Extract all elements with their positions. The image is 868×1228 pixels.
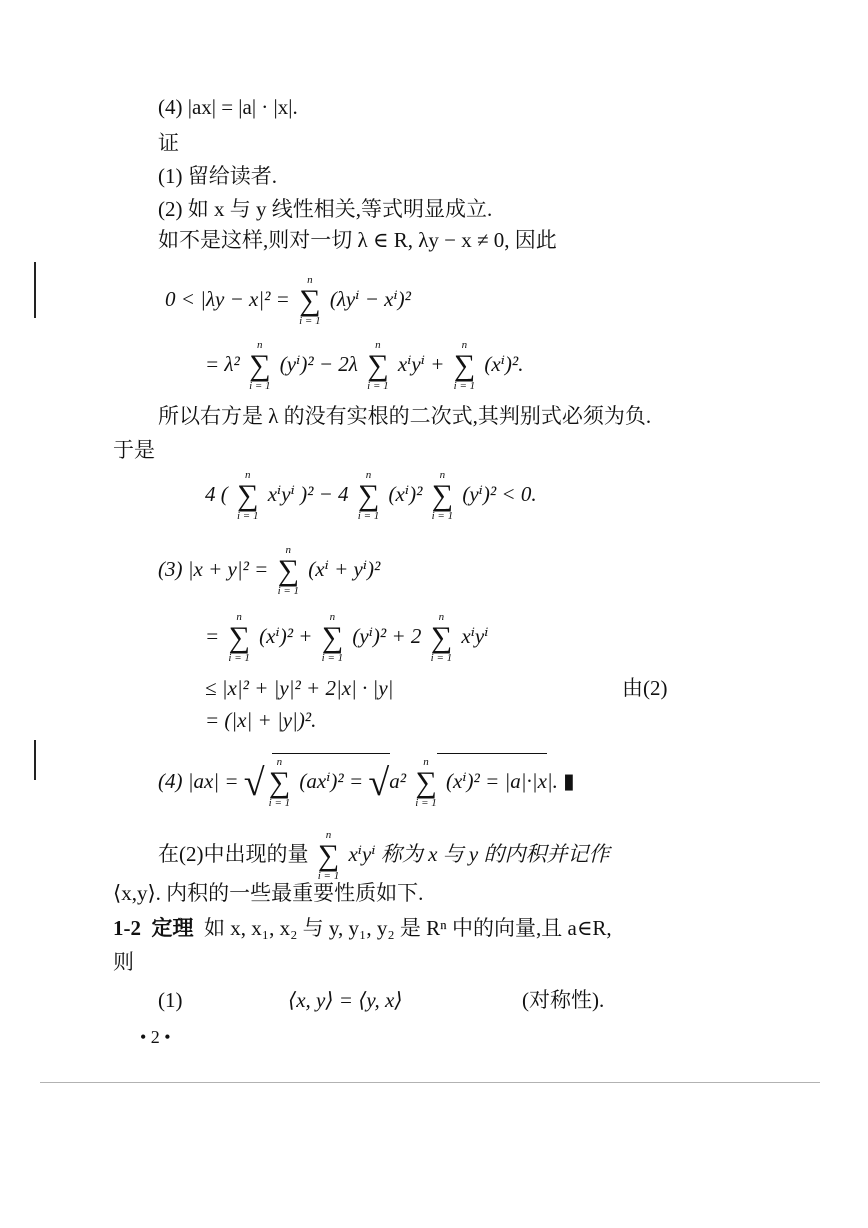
sum-symbol: n ∑ i = 1 xyxy=(430,611,453,664)
equation-4-right: (xⁱ + yⁱ)² xyxy=(308,556,381,581)
sum-symbol: n ∑ i = 1 xyxy=(299,274,321,327)
sum-symbol: n ∑ i = 1 xyxy=(415,756,437,809)
proof-label: 证 xyxy=(158,131,179,155)
sum-symbol: n ∑ i = 1 xyxy=(249,339,271,392)
equation-5-part-c: (yⁱ)² + 2 xyxy=(352,623,422,648)
equation-3-part-a: 4 ( xyxy=(205,481,228,506)
equation-5-part-d: xⁱyⁱ xyxy=(461,623,489,648)
equation-8-part-c: a² xyxy=(389,768,407,793)
equation-5-part-b: (xⁱ)² + xyxy=(259,623,313,648)
therefore-text: 于是 xyxy=(113,438,155,462)
inner-product-text-a: 在(2)中出现的量 xyxy=(158,841,309,866)
scan-mark xyxy=(40,1082,820,1083)
proof-part-1: (1) 留给读者. xyxy=(158,164,277,188)
statement-4: (4) |ax| = |a| · |x|. xyxy=(158,95,298,119)
equation-3-part-c: (xⁱ)² xyxy=(388,481,423,506)
sqrt-bar xyxy=(437,753,547,754)
equation-8-part-a: (4) |ax| = xyxy=(158,768,239,793)
equation-7: = (|x| + |y|)². xyxy=(205,708,317,732)
sum-symbol: n ∑ i = 1 xyxy=(431,469,454,522)
equation-6-note: 由(2) xyxy=(622,676,668,700)
equation-3 xyxy=(205,470,537,522)
sum-symbol: n ∑ i = 1 xyxy=(367,339,389,392)
equation-4 xyxy=(158,545,380,597)
equation-2 xyxy=(205,340,523,392)
equation-8 xyxy=(158,757,575,809)
inner-product-text-b: xⁱyⁱ 称为 x 与 y 的内积并记作 xyxy=(348,841,610,866)
equation-1 xyxy=(165,275,411,327)
proof-part-2-cont: 如不是这样,则对一切 λ ∈ R, λy − x ≠ 0, 因此 xyxy=(158,228,557,252)
inner-product-text-c: ⟨x,y⟩. 内积的一些最重要性质如下. xyxy=(113,881,424,905)
equation-3-part-d: (yⁱ)² < 0. xyxy=(462,481,537,506)
scan-mark xyxy=(34,740,36,780)
theorem-then: 则 xyxy=(113,950,134,974)
property-1-equation: ⟨x, y⟩ = ⟨y, x⟩ xyxy=(288,988,403,1012)
equation-1-right: (λyⁱ − xⁱ)² xyxy=(329,286,411,311)
inner-product-text xyxy=(158,830,609,882)
theorem-text: 如 x, x₁, x₂ 与 y, y₁, y₂ 是 Rⁿ 中的向量,且 a∈R, xyxy=(204,916,612,940)
theorem-number: 1-2 xyxy=(113,916,141,940)
page-number: • 2 • xyxy=(140,1027,171,1047)
theorem-line xyxy=(113,918,612,939)
equation-8-part-b: (axⁱ)² = xyxy=(299,768,364,793)
scan-mark xyxy=(34,262,36,318)
sqrt-bar xyxy=(272,753,390,754)
equation-2-part-a: = λ² xyxy=(205,351,240,376)
equation-5-part-a: = xyxy=(205,623,220,648)
proof-part-2: (2) 如 x 与 y 线性相关,等式明显成立. xyxy=(158,197,493,221)
equation-2-part-c: xⁱyⁱ + xyxy=(397,351,445,376)
sqrt-symbol: √ xyxy=(243,762,265,804)
sum-symbol: n ∑ i = 1 xyxy=(237,469,259,522)
sum-symbol: n ∑ i = 1 xyxy=(277,544,300,597)
sqrt-symbol: √ xyxy=(368,762,390,804)
sum-symbol: n ∑ i = 1 xyxy=(453,339,476,392)
equation-4-left: (3) |x + y|² = xyxy=(158,556,269,581)
equation-5 xyxy=(205,612,488,664)
sum-symbol: n ∑ i = 1 xyxy=(357,469,380,522)
sum-symbol: n ∑ i = 1 xyxy=(228,611,250,664)
sum-symbol: n ∑ i = 1 xyxy=(321,611,344,664)
equation-6: ≤ |x|² + |y|² + 2|x| · |y| xyxy=(205,676,394,700)
equation-3-part-b: xⁱyⁱ )² − 4 xyxy=(267,481,349,506)
property-1-name: (对称性). xyxy=(522,988,605,1012)
equation-2-part-b: (yⁱ)² − 2λ xyxy=(279,351,358,376)
sum-symbol: n ∑ i = 1 xyxy=(268,756,291,809)
equation-2-part-d: (xⁱ)². xyxy=(484,351,524,376)
theorem-word: 定理 xyxy=(151,916,194,940)
sum-symbol: n ∑ i = 1 xyxy=(317,829,340,882)
equation-1-left: 0 < |λy − x|² = xyxy=(165,286,290,311)
discriminant-text: 所以右方是 λ 的没有实根的二次式,其判别式必须为负. xyxy=(158,404,652,428)
property-1-number: (1) xyxy=(158,988,183,1012)
equation-8-part-d: (xⁱ)² = |a|·|x|. ▮ xyxy=(446,768,575,793)
